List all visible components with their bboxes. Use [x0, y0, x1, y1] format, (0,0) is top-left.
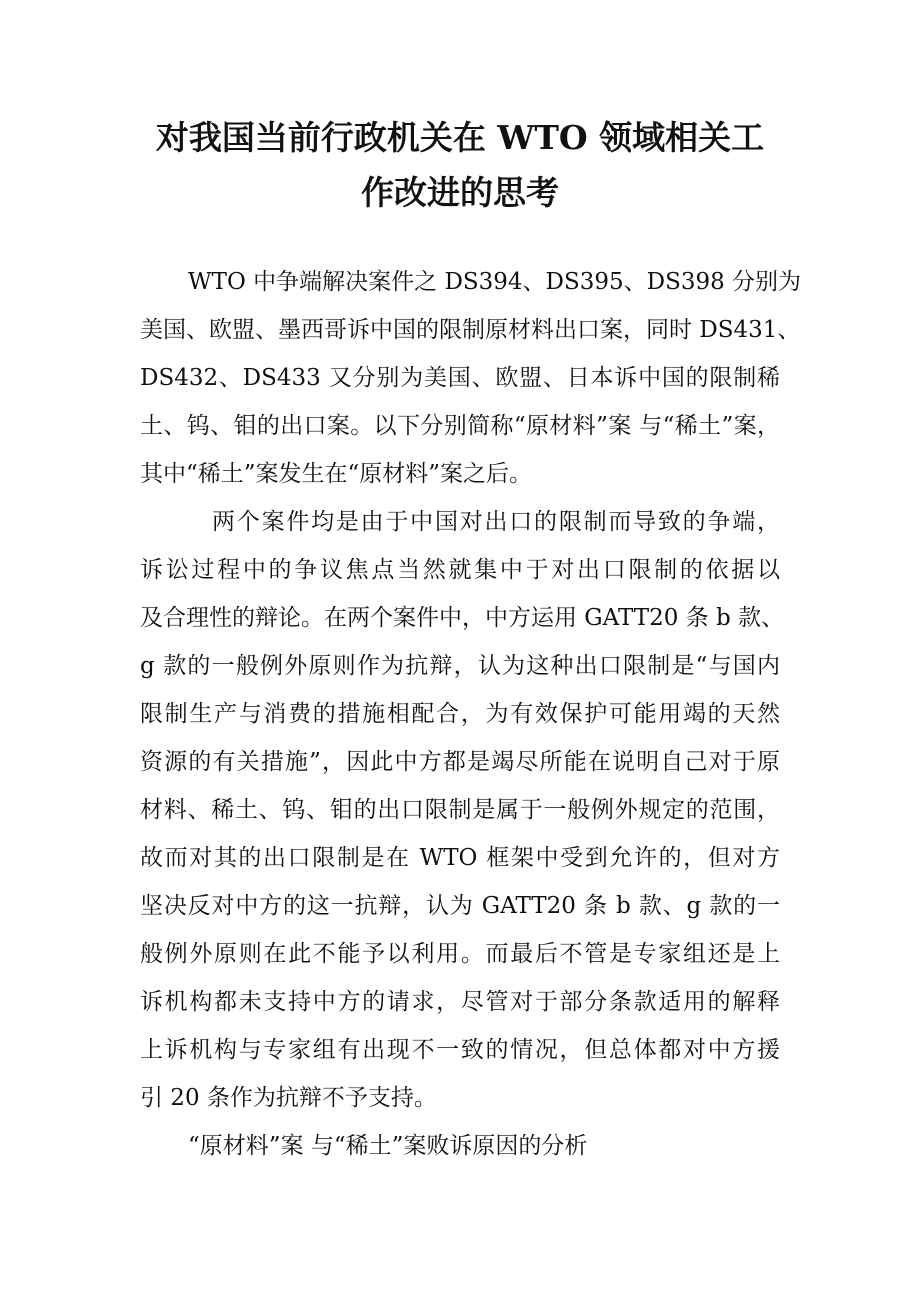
- paragraph-line: g 款的一般例外原则作为抗辩，认为这种出口限制是“与国内: [140, 653, 780, 679]
- paragraph-line: 两个案件均是由于中国对出口的限制而导致的争端，: [212, 509, 780, 535]
- paragraph-line: WTO 中争端解决案件之 DS394、DS395、DS398 分别为: [188, 269, 802, 295]
- paragraph-line: 坚决反对中方的这一抗辩，认为 GATT20 条 b 款、g 款的一: [140, 893, 780, 919]
- section-heading: [140, 1122, 780, 1170]
- paragraph-line: DS432、DS433 又分别为美国、欧盟、日本诉中国的限制稀: [140, 365, 780, 391]
- paragraph-line: 限制生产与消费的措施相配合，为有效保护可能用竭的天然: [140, 701, 780, 727]
- paragraph-line: 资源的有关措施”，因此中方都是竭尽所能在说明自己对于原: [140, 749, 780, 775]
- paragraph-line: 故而对其的出口限制是在 WTO 框架中受到允许的，但对方: [140, 845, 780, 871]
- paragraph-intro: [140, 258, 802, 498]
- paragraph-line: 美国、欧盟、墨西哥诉中国的限制原材料出口案，同时 DS431、: [140, 317, 801, 343]
- paragraph-line: 诉讼过程中的争议焦点当然就集中于对出口限制的依据以: [140, 557, 780, 583]
- paragraph-line: 诉机构都未支持中方的请求，尽管对于部分条款适用的解释: [140, 989, 780, 1015]
- title-line: 作改进的思考: [361, 173, 559, 212]
- title-line: 对我国当前行政机关在 WTO 领域相关工: [155, 118, 765, 157]
- paragraph-line: 上诉机构与专家组有出现不一致的情况，但总体都对中方援: [140, 1037, 780, 1063]
- paragraph-line: 土、钨、钼的出口案。以下分别简称“原材料”案 与“稀土”案，: [140, 413, 780, 439]
- paragraph-line: “原材料”案 与“稀土”案败诉原因的分析: [188, 1133, 588, 1159]
- paragraph-line: 般例外原则在此不能予以利用。而最后不管是专家组还是上: [140, 941, 780, 967]
- paragraph-line: 材料、稀土、钨、钼的出口限制是属于一般例外规定的范围，: [140, 797, 780, 823]
- paragraph-line: 及合理性的辩论。在两个案件中，中方运用 GATT20 条 b 款、: [140, 605, 785, 631]
- paragraph-line: 其中“稀土”案发生在“原材料”案之后。: [140, 461, 533, 487]
- document-title: [120, 110, 800, 220]
- paragraph-line: 引 20 条作为抗辩不予支持。: [140, 1085, 437, 1111]
- paragraph-dispute: [140, 498, 785, 1122]
